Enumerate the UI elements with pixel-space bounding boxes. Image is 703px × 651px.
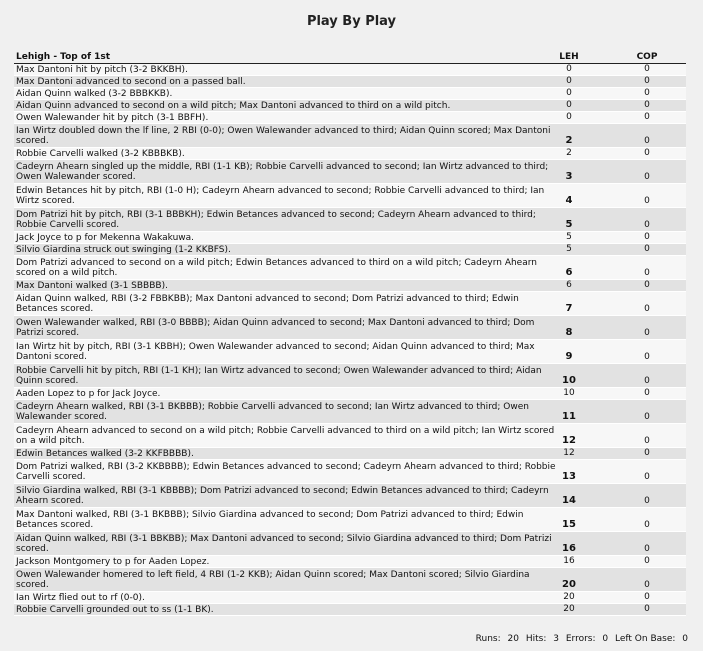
play-description: Max Dantoni advanced to second on a passed ball. — [16, 77, 246, 87]
team2-score: 0 — [644, 280, 650, 290]
table-row — [14, 292, 686, 316]
team1-column-header: LEH — [559, 52, 579, 62]
team2-score: 0 — [644, 172, 650, 182]
team2-score: 0 — [644, 520, 650, 530]
team2-score: 0 — [644, 352, 650, 362]
team1-score: 9 — [565, 351, 573, 362]
team1-score: 11 — [562, 411, 576, 422]
play-description: Dom Patrizi walked, RBI (3-2 KKBBBB); Edwin Betances advanced to second; Cadeyrn Ahearn advanced to third; Robbie Carvelli scored. — [16, 462, 556, 482]
play-description: Robbie Carvelli hit by pitch, RBI (1-1 KH); Ian Wirtz advanced to second; Owen Walewander advanced to third; Aidan Quinn scored. — [16, 366, 542, 386]
play-description: Cadeyrn Ahearn singled up the middle, RBI (1-1 KB); Robbie Carvelli advanced to second; Ian Wirtz advanced to third; Owen Walewander scored. — [16, 162, 549, 182]
team2-score: 0 — [644, 592, 650, 602]
table-row — [14, 424, 686, 448]
errors-value: 0 — [602, 634, 609, 644]
play-description: Jack Joyce to p for Mekenna Wakakuwa. — [16, 233, 195, 243]
team1-score: 5 — [566, 232, 572, 242]
play-description: Aidan Quinn walked, RBI (3-2 FBBKBB); Max Dantoni advanced to second; Dom Patrizi advanced to third; Edwin Betances scored. — [16, 294, 519, 314]
play-description: Aaden Lopez to p for Jack Joyce. — [16, 389, 161, 399]
play-description: Cadeyrn Ahearn walked, RBI (3-1 BKBBB); Robbie Carvelli advanced to second; Ian Wirtz advanced to third; Owen Walewander scored. — [16, 402, 529, 422]
team2-score: 0 — [644, 76, 650, 86]
play-description: Edwin Betances hit by pitch, RBI (1-0 H); Cadeyrn Ahearn advanced to second; Robbie Carvelli advanced to third; Ian Wirtz scored. — [16, 186, 545, 206]
team2-score: 0 — [644, 472, 650, 482]
table-row — [14, 100, 686, 112]
play-description: Aidan Quinn walked, RBI (3-1 BBKBB); Max Dantoni advanced to second; Silvio Giardina advanced to third; Dom Patrizi scored. — [16, 534, 552, 554]
play-description: Max Dantoni hit by pitch (3-2 BKKBH). — [16, 65, 188, 75]
team1-score: 10 — [563, 388, 575, 398]
team2-score: 0 — [644, 328, 650, 338]
team2-score: 0 — [644, 448, 650, 458]
team1-score: 0 — [566, 112, 572, 122]
table-row — [14, 460, 686, 484]
play-description: Owen Walewander hit by pitch (3-1 BBFH). — [16, 113, 209, 123]
team1-score: 8 — [565, 327, 573, 338]
errors-label: Errors: — [565, 634, 596, 644]
team2-column-header: COP — [636, 52, 658, 62]
team1-score: 2 — [565, 135, 573, 146]
play-description: Owen Walewander walked, RBI (3-0 BBBB); Aidan Quinn advanced to second; Max Dantoni advanced to third; Dom Patrizi scored. — [16, 318, 535, 338]
table-row — [14, 592, 686, 604]
team1-score: 6 — [566, 280, 572, 290]
team2-score: 0 — [644, 112, 650, 122]
team1-score: 0 — [566, 64, 572, 74]
team1-score: 7 — [565, 303, 573, 314]
lob-label: Left On Base: — [615, 634, 676, 644]
play-description: Robbie Carvelli grounded out to ss (1-1 BK). — [16, 605, 214, 615]
table-row — [14, 184, 686, 208]
team2-score: 0 — [644, 196, 650, 206]
play-description: Silvio Giardina walked, RBI (3-1 KBBBB); Dom Patrizi advanced to second; Edwin Betances advanced to third; Cadeyrn Ahearn scored. — [16, 486, 549, 506]
team1-score: 14 — [562, 495, 576, 506]
table-row — [14, 388, 686, 400]
table-row — [14, 532, 686, 556]
table-row — [14, 604, 686, 616]
table-row — [14, 76, 686, 88]
play-description: Cadeyrn Ahearn advanced to second on a wild pitch; Robbie Carvelli advanced to third on a wild pitch; Ian Wirtz scored on a wild pitch. — [16, 426, 555, 446]
team1-score: 0 — [566, 76, 572, 86]
play-description: Jackson Montgomery to p for Aaden Lopez. — [16, 557, 210, 567]
table-row — [14, 256, 686, 280]
team2-score: 0 — [644, 580, 650, 590]
play-description: Owen Walewander homered to left field, 4 RBI (1-2 KKB); Aidan Quinn scored; Max Dantoni scored; Silvio Giardina scored. — [16, 570, 530, 590]
table-row — [14, 244, 686, 256]
table-header — [14, 52, 686, 64]
table-row — [14, 280, 686, 292]
team2-score: 0 — [644, 148, 650, 158]
page-title: Play By Play — [306, 14, 397, 29]
plays-table — [14, 64, 686, 616]
play-description: Dom Patrizi hit by pitch, RBI (3-1 BBBKH); Edwin Betances advanced to second; Cadeyrn Ahearn advanced to third; Robbie Carvelli scored. — [16, 210, 536, 230]
table-row — [14, 208, 686, 232]
team2-score: 0 — [644, 412, 650, 422]
team1-score: 3 — [565, 171, 573, 182]
play-description: Dom Patrizi advanced to second on a wild pitch; Edwin Betances advanced to third on a wild pitch; Cadeyrn Ahearn scored on a wild pitch. — [16, 258, 537, 278]
play-description: Robbie Carvelli walked (3-2 KBBBKB). — [16, 149, 185, 159]
play-description: Edwin Betances walked (3-2 KKFBBBB). — [16, 449, 194, 459]
table-row — [14, 232, 686, 244]
team1-score: 12 — [563, 448, 575, 458]
team1-score: 10 — [562, 375, 576, 386]
table-row — [14, 508, 686, 532]
table-row — [14, 124, 686, 148]
team2-score: 0 — [644, 136, 650, 146]
team1-score: 5 — [565, 219, 573, 230]
table-row — [14, 148, 686, 160]
team2-score: 0 — [644, 64, 650, 74]
table-row — [14, 448, 686, 460]
team1-score: 16 — [562, 543, 576, 554]
team1-score: 16 — [563, 556, 575, 566]
play-description: Ian Wirtz doubled down the lf line, 2 RBI (0-0); Owen Walewander advanced to third; Aidan Quinn scored; Max Dantoni scored. — [16, 126, 551, 146]
table-row — [14, 364, 686, 388]
table-row — [14, 64, 686, 76]
table-row — [14, 400, 686, 424]
team1-score: 13 — [562, 471, 576, 482]
inning-summary — [0, 634, 688, 644]
team2-score: 0 — [644, 436, 650, 446]
hits-value: 3 — [553, 634, 559, 644]
team1-score: 20 — [562, 579, 576, 590]
team2-score: 0 — [644, 100, 650, 110]
team1-score: 20 — [563, 604, 575, 614]
runs-label: Runs: — [475, 634, 501, 644]
table-row — [14, 88, 686, 100]
table-row — [14, 112, 686, 124]
inning-header: Lehigh - Top of 1st — [16, 52, 111, 62]
play-description: Ian Wirtz flied out to rf (0-0). — [16, 593, 145, 603]
team1-score: 20 — [563, 592, 575, 602]
table-row — [14, 340, 686, 364]
team1-score: 12 — [562, 435, 576, 446]
hits-label: Hits: — [525, 634, 547, 644]
team1-score: 4 — [565, 195, 573, 206]
team2-score: 0 — [644, 604, 650, 614]
team1-score: 0 — [566, 100, 572, 110]
team2-score: 0 — [644, 304, 650, 314]
team2-score: 0 — [644, 544, 650, 554]
team1-score: 5 — [566, 244, 572, 254]
team2-score: 0 — [644, 268, 650, 278]
table-row — [14, 484, 686, 508]
team2-score: 0 — [644, 220, 650, 230]
play-description: Max Dantoni walked (3-1 SBBBB). — [16, 281, 168, 291]
table-row — [14, 160, 686, 184]
team2-score: 0 — [644, 376, 650, 386]
runs-value: 20 — [507, 634, 519, 644]
team2-score: 0 — [644, 556, 650, 566]
table-row — [14, 556, 686, 568]
play-description: Max Dantoni walked, RBI (3-1 BKBBB); Silvio Giardina advanced to second; Dom Patrizi advanced to third; Edwin Betances scored. — [16, 510, 524, 530]
team1-score: 6 — [565, 267, 573, 278]
team1-score: 0 — [566, 88, 572, 98]
team1-score: 2 — [566, 148, 572, 158]
play-description: Ian Wirtz hit by pitch, RBI (3-1 KBBH); Owen Walewander advanced to second; Aidan Quinn advanced to third; Max Dantoni scored. — [16, 342, 535, 362]
team2-score: 0 — [644, 244, 650, 254]
team2-score: 0 — [644, 232, 650, 242]
play-description: Aidan Quinn walked (3-2 BBBKKB). — [16, 89, 173, 99]
play-description: Aidan Quinn advanced to second on a wild pitch; Max Dantoni advanced to third on a wild pitch. — [16, 101, 451, 111]
table-row — [14, 316, 686, 340]
team1-score: 15 — [562, 519, 576, 530]
table-row — [14, 568, 686, 592]
lob-value: 0 — [682, 634, 688, 644]
team2-score: 0 — [644, 496, 650, 506]
team2-score: 0 — [644, 88, 650, 98]
play-description: Silvio Giardina struck out swinging (1-2 KKBFS). — [16, 245, 231, 255]
team2-score: 0 — [644, 388, 650, 398]
